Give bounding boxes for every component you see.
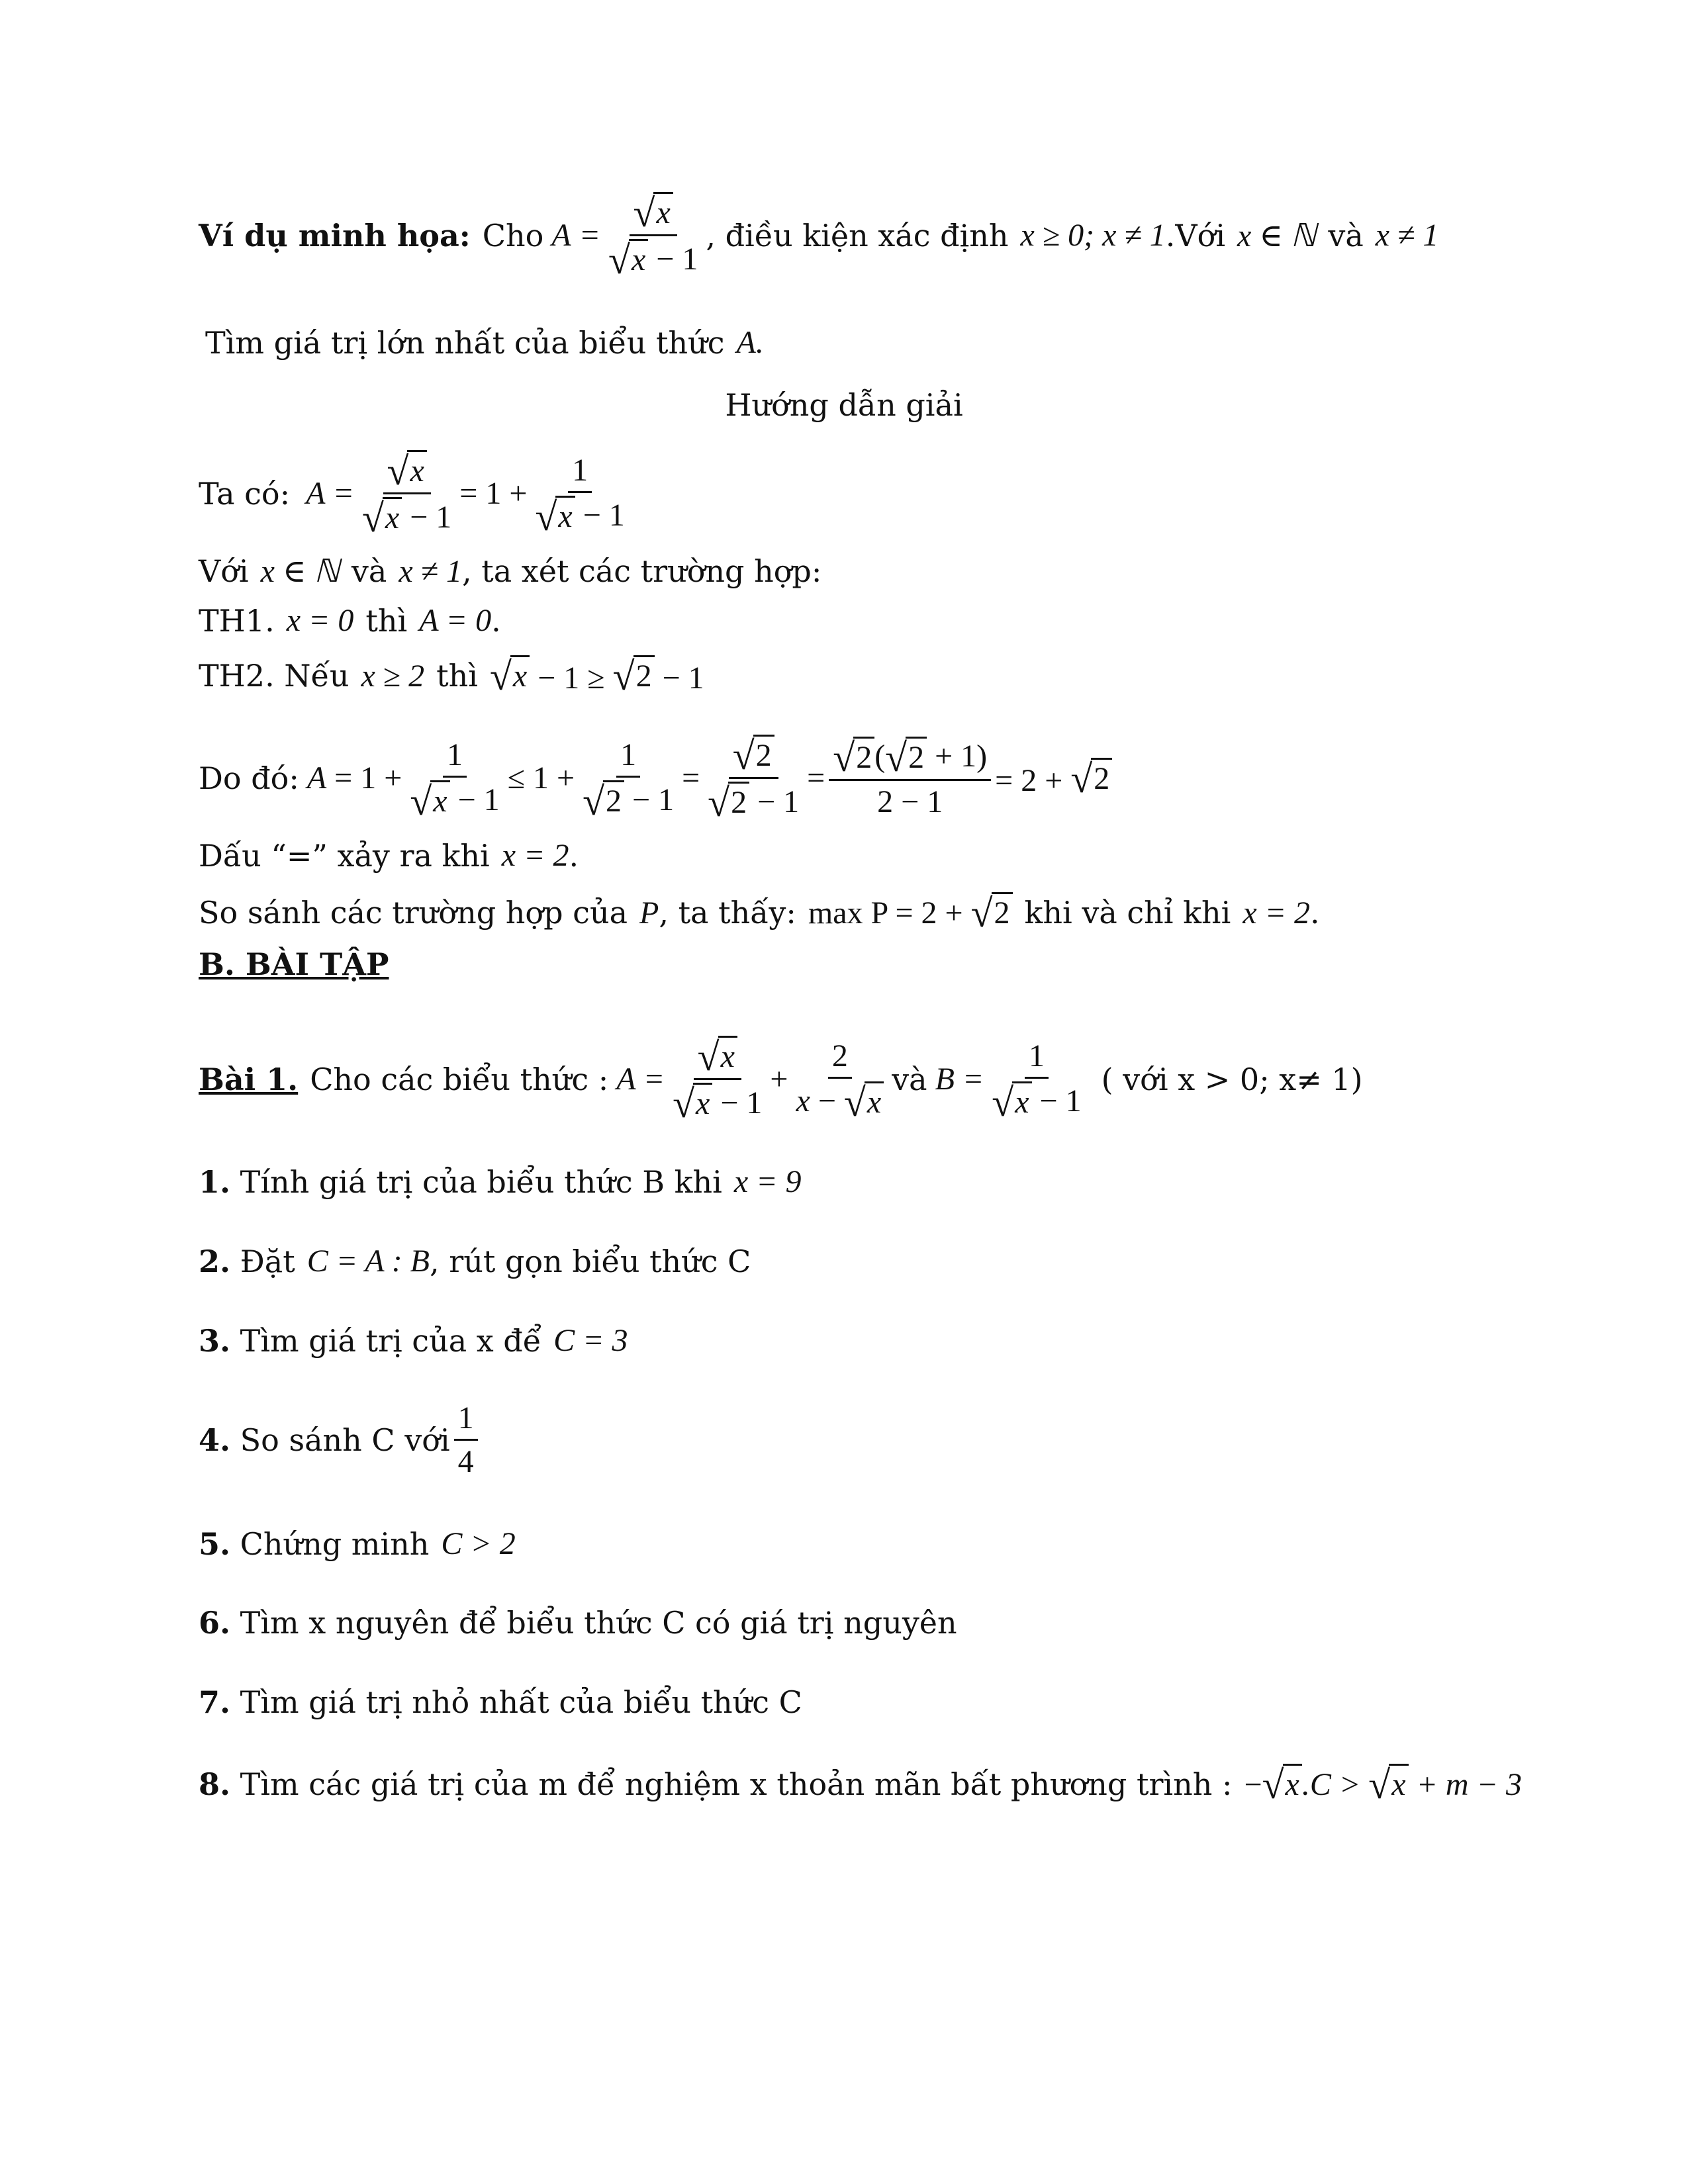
exercise-item-4 (199, 1400, 482, 1480)
exercise-item-7 (199, 1684, 802, 1720)
item-8-text: Tìm các giá trị của m để nghiệm x thoản mãn bất phương trình : (240, 1766, 1233, 1802)
example-intro: Cho (482, 217, 544, 253)
item-7-text: Tìm giá trị nhỏ nhất của biểu thức C (240, 1684, 802, 1720)
voi-line-e: , ta xét các trường hợp: (462, 553, 822, 589)
example-label: Ví dụ minh họa: (199, 217, 471, 253)
th2-line: TH2. Nếu x ≥ 2 thì √ x − 1 ≥ √ 2 − 1 (199, 655, 704, 698)
compare-f: x = 2 (1243, 895, 1311, 931)
dodo-text: Do đó: (199, 760, 299, 796)
item-6-num: 6. (199, 1605, 231, 1641)
compare-line: So sánh các trường hợp của P , ta thấy: max P = 2 + √ 2 khi và chỉ khi x = 2 . (199, 891, 1320, 935)
bai1-fraction-a1: √ x √ x − 1 (673, 1035, 763, 1126)
neq-math: x ≠ 1 (1375, 218, 1439, 253)
th1-line (199, 602, 501, 639)
voi-text: .Với (1165, 217, 1226, 253)
bai1-condition: ( với x > 0; x≠ 1) (1101, 1061, 1363, 1097)
item-6-text: Tìm x nguyên để biểu thức C có giá trị nguyên (240, 1605, 957, 1641)
solution-title-text: Hướng dẫn giải (725, 387, 963, 423)
bai1-fraction-b: 1 √ x − 1 (992, 1038, 1082, 1124)
item-2-tail: , rút gọn biểu thức C (430, 1243, 751, 1279)
item-4-num: 4. (199, 1422, 231, 1458)
item-1-num: 1. (199, 1163, 231, 1200)
var-a: A = (543, 218, 601, 253)
item-8-math-c: + m − 3 (1416, 1766, 1522, 1802)
item-8-math-a: − (1244, 1766, 1262, 1802)
compare-e: khi và chỉ khi (1024, 895, 1231, 931)
exercise-item-3 (199, 1322, 628, 1359)
item-8-num: 8. (199, 1766, 231, 1802)
item-5-math: C > 2 (441, 1526, 516, 1561)
equality-a: Dấu “=” xảy ra khi (199, 837, 490, 874)
item-1-text: Tính giá trị của biểu thức B khi (240, 1163, 722, 1200)
item-4-text: So sánh C với (240, 1422, 450, 1458)
voi-line-b: x ∈ ℕ (260, 554, 340, 589)
task-var: A. (736, 325, 764, 360)
taco-fraction-2: 1 √ x − 1 (535, 452, 625, 539)
item-7-num: 7. (199, 1684, 231, 1720)
voi-line-a: Với (199, 553, 249, 589)
example-line (199, 191, 1439, 282)
item-5-text: Chứng minh (240, 1525, 430, 1562)
set-math: x ∈ ℕ (1237, 218, 1317, 253)
taco-fraction-1: √ x √ x − 1 (361, 449, 452, 540)
taco-line: Ta có: A = √ x √ x − 1 = 1 + 1 √ x − 1 (199, 450, 633, 537)
exercise-item-5 (199, 1525, 516, 1562)
th1-d: A = 0 (419, 603, 492, 638)
item-2-num: 2. (199, 1243, 231, 1279)
exercise-item-6 (199, 1605, 957, 1641)
fraction-sqrtx-over-sqrtx-minus-1: √ x √ x − 1 (608, 191, 698, 282)
item-5-num: 5. (199, 1525, 231, 1562)
dodo-fraction-4: √ 2 ( √ 2 + 1) 2 − 1 (829, 737, 991, 820)
item-3-num: 3. (199, 1322, 231, 1359)
dodo-line: Do đó: A = 1 + 1 √ x − 1 ≤ 1 + 1 √ 2 − 1 = √ 2 √ 2 − 1 = √ 2 ( √ 2 + 1) 2 − 1 = 2 + √ 2 (199, 735, 1112, 821)
th1-e: . (491, 602, 501, 639)
equality-c: . (569, 837, 579, 874)
voi-line-c: và (351, 553, 387, 589)
exercise-item-8: 8. Tìm các giá trị của m để nghiệm x thoản mãn bất phương trình : − √ x .C > √ x + m − 3 (199, 1763, 1522, 1807)
bai1-text: Cho các biểu thức : (310, 1061, 609, 1097)
bai1-fraction-a2: 2 x − √ x (792, 1038, 888, 1121)
voi-line (199, 553, 821, 590)
compare-b: P (639, 895, 659, 931)
dodo-fraction-2: 1 √ 2 − 1 (583, 737, 675, 823)
item-3-text: Tìm giá trị của x để (240, 1322, 542, 1359)
equality-b: x = 2 (501, 838, 569, 873)
bai1-line: Bài 1. Cho các biểu thức : A = √ x √ x − 1 + 2 x − √ x và B = 1 √ x − 1 ( với x > 0; x≠ 1) (199, 1035, 1363, 1126)
equality-line (199, 837, 579, 874)
voi-line-d: x ≠ 1 (399, 553, 462, 589)
th1-c: thì (365, 602, 408, 639)
item-2-math: C = A : B (306, 1244, 430, 1279)
task-text: Tìm giá trị lớn nhất của biểu thức (205, 324, 725, 361)
exercises-heading (199, 946, 389, 982)
condition-text: , điều kiện xác định (706, 217, 1009, 253)
compare-d: max P = 2 + (808, 895, 963, 931)
th2-a: TH2. Nếu (199, 658, 350, 694)
va-text: và (1328, 217, 1364, 253)
task-line (205, 324, 764, 361)
item-1-math: x = 9 (733, 1164, 802, 1199)
bai1-va: và (892, 1061, 927, 1097)
item-8-math-b: .C > (1301, 1766, 1361, 1802)
item-3-math: C = 3 (553, 1323, 628, 1358)
compare-g: . (1310, 895, 1320, 931)
th2-b: x ≥ 2 (361, 658, 425, 694)
th1-a: TH1. (199, 602, 275, 639)
compare-a: So sánh các trường hợp của (199, 895, 628, 931)
dodo-fraction-1: 1 √ x − 1 (410, 737, 500, 823)
exercise-item-2 (199, 1243, 751, 1279)
item-4-fraction: $\frac{1}{4}$ (454, 1400, 478, 1480)
solution-title (0, 387, 1688, 423)
compare-c: , ta thấy: (659, 895, 796, 931)
exercises-heading-text: B. BÀI TẬP (199, 946, 389, 982)
exercise-item-1 (199, 1163, 802, 1200)
condition-math: x ≥ 0; x ≠ 1 (1020, 218, 1166, 253)
dodo-fraction-3: √ 2 √ 2 − 1 (708, 734, 800, 825)
taco-text: Ta có: (199, 475, 291, 512)
th1-b: x = 0 (286, 603, 354, 638)
bai1-label: Bài 1. (199, 1061, 299, 1097)
item-2-text: Đặt (240, 1243, 295, 1279)
th2-c: thì (436, 658, 478, 694)
